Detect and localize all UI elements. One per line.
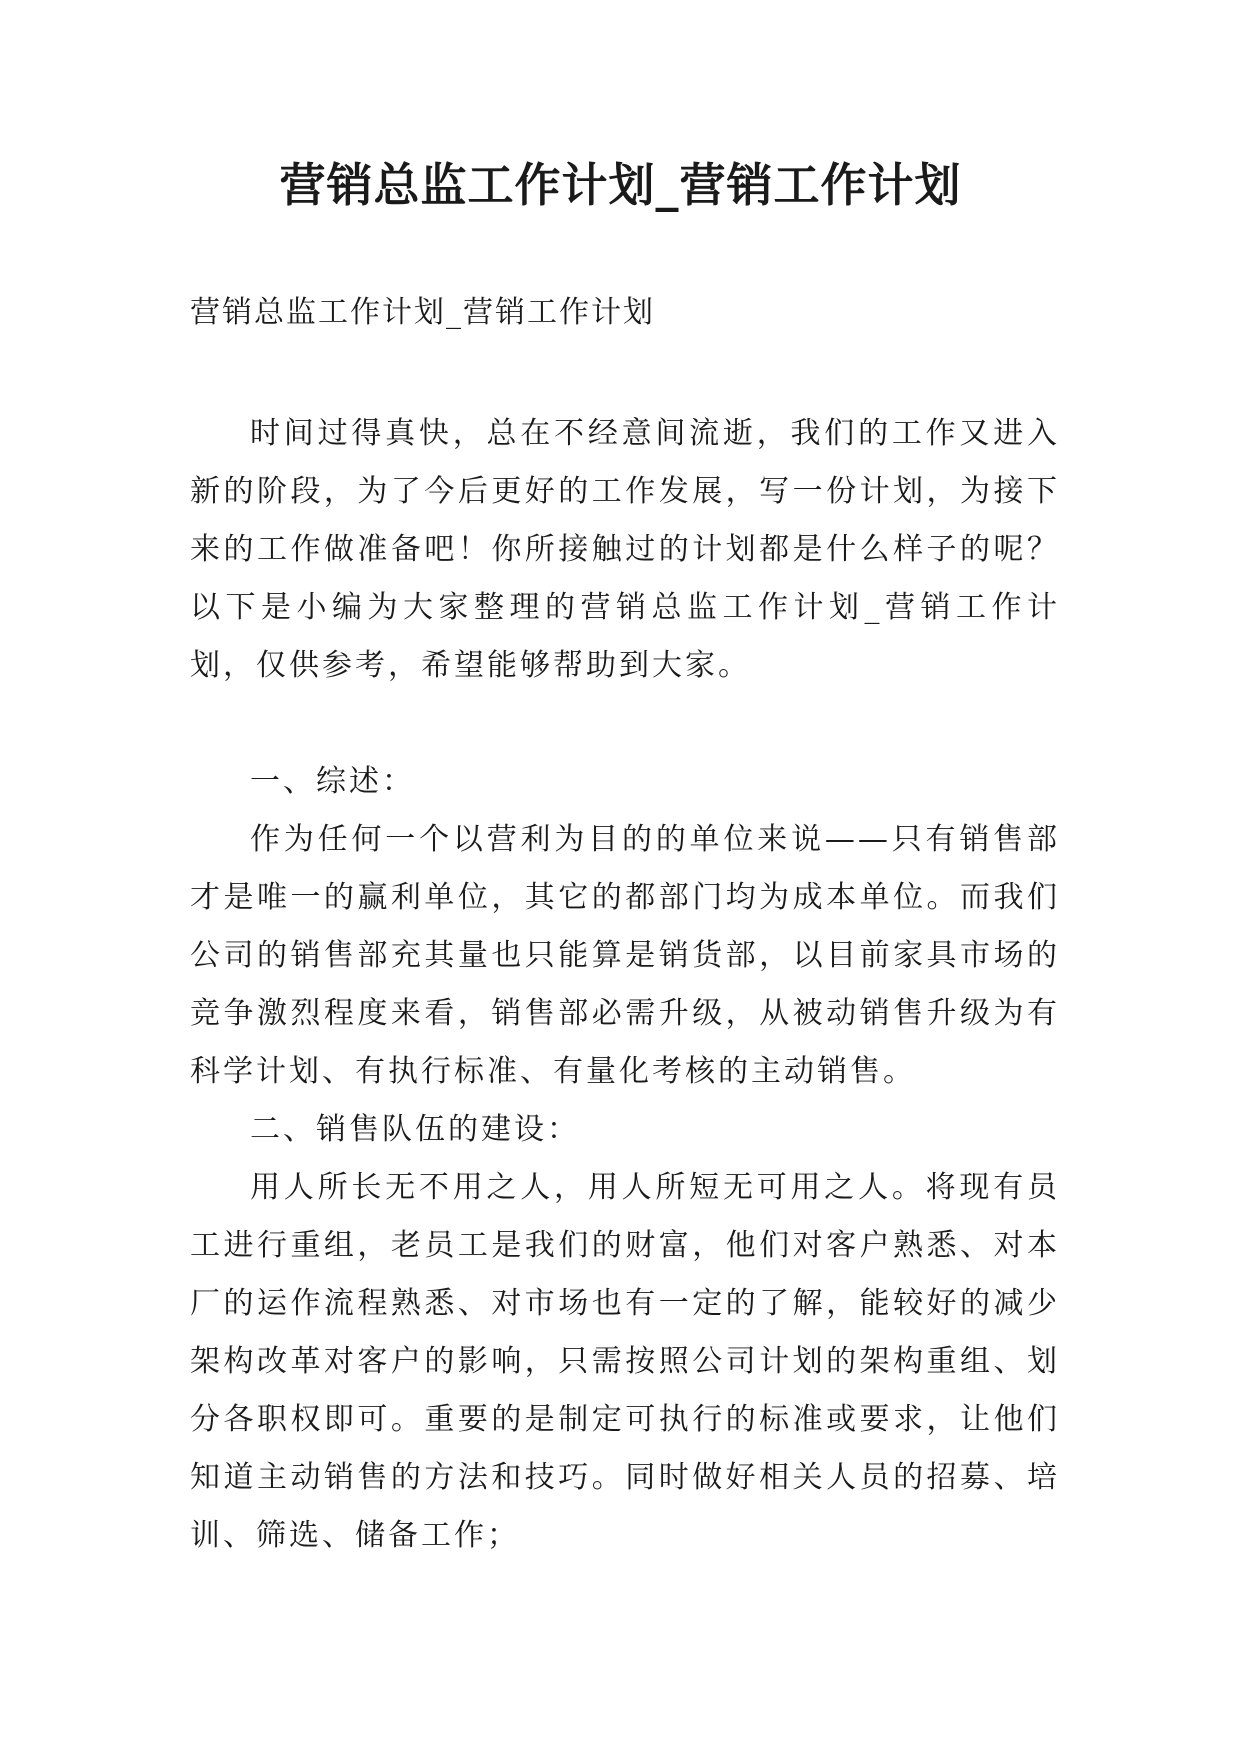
- section-heading-sales-team: 二、销售队伍的建设：: [250, 1112, 580, 1147]
- document-subtitle: 营销总监工作计划_营销工作计划: [190, 295, 655, 330]
- section-heading-overview: 一、综述：: [250, 764, 415, 799]
- document-title: 营销总监工作计划_营销工作计划: [279, 158, 962, 212]
- sales-team-paragraph: 用人所长无不用之人，用人所短无可用之人。将现有员工进行重组，老员工是我们的财富，他们对客户熟悉、对本厂的运作流程熟悉、对市场也有一定的了解，能较好的减少架构改革对客户的影响，只需按照公司计划的架构重组、划分各职权即可。重要的是制定可执行的标准或要求，让他们知道主动销售的方法和技巧。同时做好相关人员的招募、培训、筛选、储备工作；: [190, 1170, 1060, 1553]
- intro-paragraph: 时间过得真快，总在不经意间流逝，我们的工作又进入新的阶段，为了今后更好的工作发展，写一份计划，为接下来的工作做准备吧！你所接触过的计划都是什么样子的呢？以下是小编为大家整理的营销总监工作计划_营销工作计划，仅供参考，希望能够帮助到大家。: [190, 416, 1060, 683]
- overview-paragraph: 作为任何一个以营利为目的的单位来说——只有销售部才是唯一的赢利单位，其它的都部门均为成本单位。而我们公司的销售部充其量也只能算是销货部，以目前家具市场的竞争激烈程度来看，销售部必需升级，从被动销售升级为有科学计划、有执行标准、有量化考核的主动销售。: [190, 822, 1060, 1089]
- document-body: [190, 405, 1060, 1565]
